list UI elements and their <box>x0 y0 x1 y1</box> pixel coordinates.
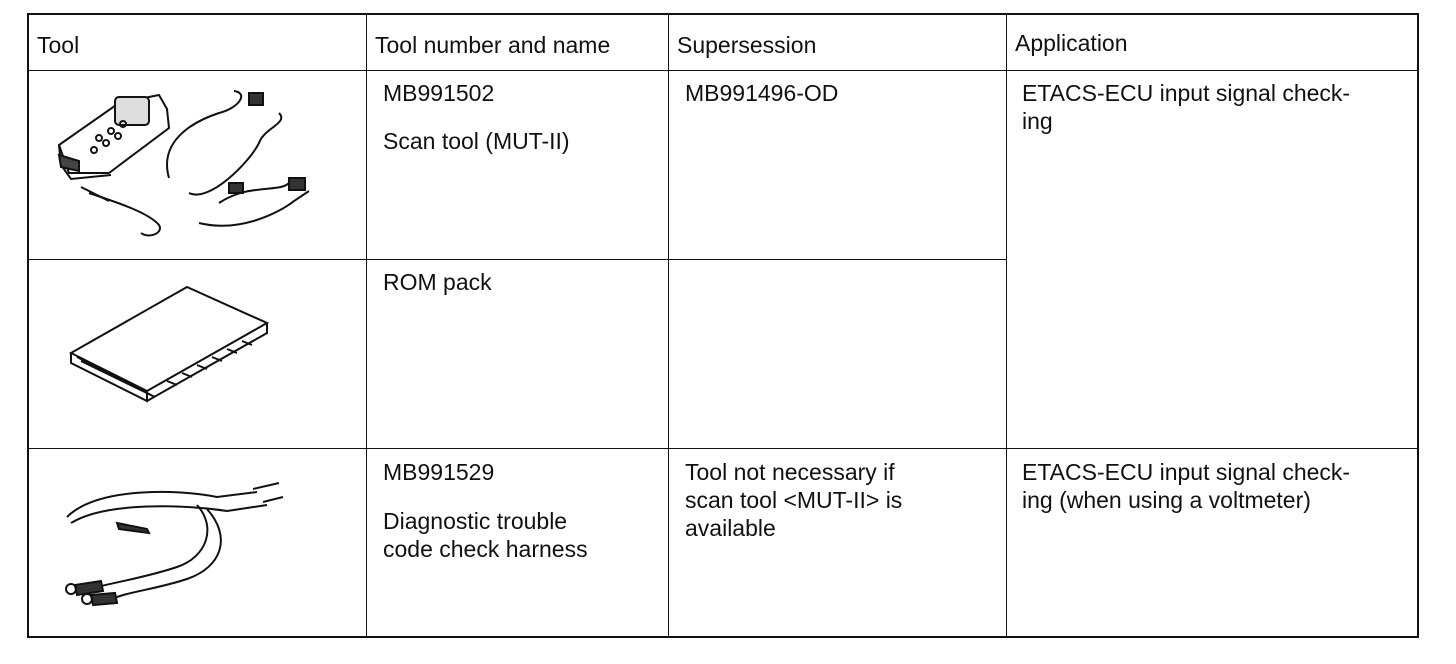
tool-number: MB991502 <box>383 80 495 106</box>
supersession-value: MB991496-OD <box>685 80 839 106</box>
column-divider-1 <box>366 15 367 638</box>
supersession-line: Tool not necessary if <box>685 459 895 485</box>
column-divider-2 <box>668 15 669 638</box>
tool-name-line: code check harness <box>383 536 588 562</box>
row-divider-2 <box>29 448 1417 449</box>
check-harness-cable-illustration <box>57 467 287 607</box>
tool-number: MB991529 <box>383 459 495 485</box>
header-tool-number-name: Tool number and name <box>375 32 611 58</box>
tool-name-line: Diagnostic trouble <box>383 508 568 534</box>
supersession-line: available <box>685 515 776 541</box>
application-line: ETACS-ECU input signal check- <box>1022 80 1351 106</box>
application-line: ETACS-ECU input signal check- <box>1022 459 1351 485</box>
supersession-line: scan tool <MUT-II> is <box>685 487 903 513</box>
rom-pack-cartridge-illustration <box>67 283 277 403</box>
tool-name: ROM pack <box>383 269 492 295</box>
header-divider <box>29 70 1417 71</box>
tools-table <box>27 13 1419 638</box>
application-line: ing <box>1022 108 1053 134</box>
header-application: Application <box>1015 30 1128 56</box>
application-line: ing (when using a voltmeter) <box>1022 487 1311 513</box>
header-tool: Tool <box>37 32 80 58</box>
scan-tool-with-cables-illustration <box>49 83 319 243</box>
tool-name: Scan tool (MUT-II) <box>383 128 570 154</box>
header-supersession: Supersession <box>677 32 817 58</box>
row-divider-1 <box>29 259 1007 260</box>
column-divider-3 <box>1006 15 1007 638</box>
